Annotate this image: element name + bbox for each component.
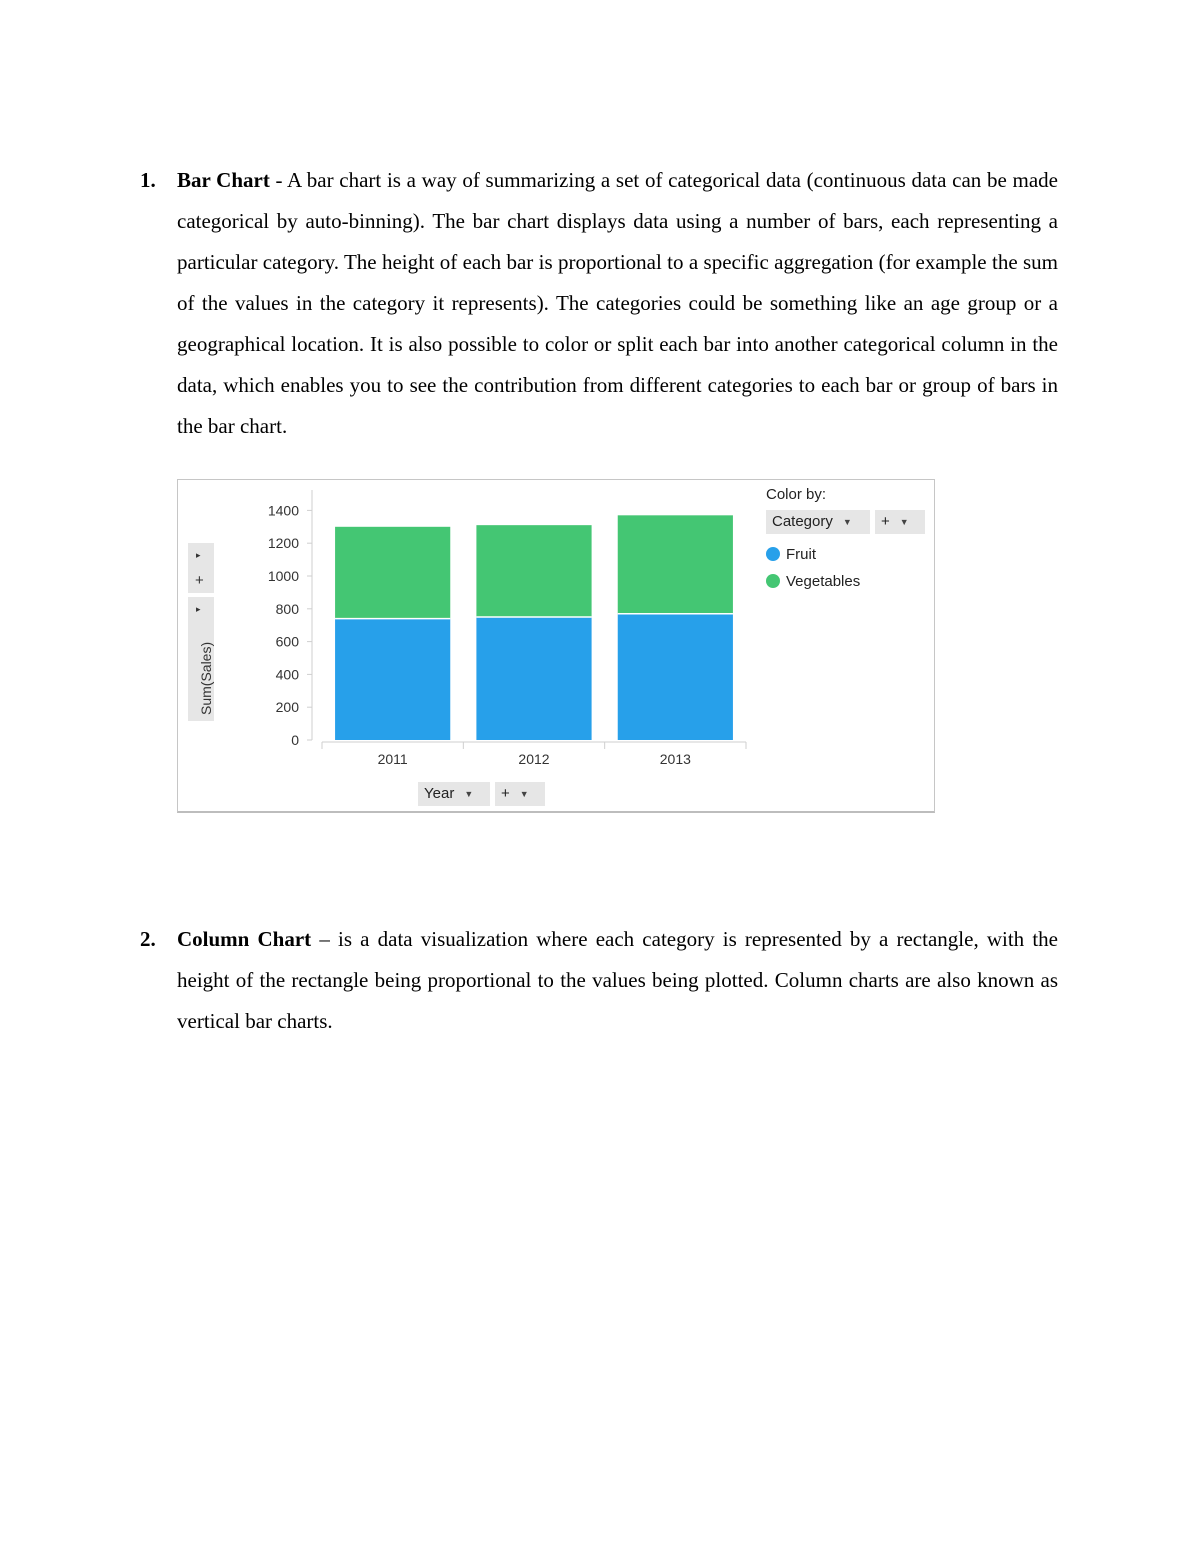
y-axis-label: Sum(Sales) bbox=[198, 641, 214, 715]
list-item-column-chart bbox=[140, 919, 1058, 1042]
item-number: 2. bbox=[140, 927, 156, 951]
expand-icon[interactable]: ▸ bbox=[196, 550, 201, 560]
expand-icon[interactable]: ▸ bbox=[196, 604, 201, 614]
y-axis-selector-panel bbox=[188, 543, 214, 721]
y-tick-label: 1400 bbox=[267, 502, 299, 519]
plus-icon: + bbox=[881, 513, 890, 530]
y-tick-label: 600 bbox=[275, 633, 299, 650]
chevron-down-icon[interactable]: ▼ bbox=[842, 517, 852, 528]
color-by-title: Color by: bbox=[766, 486, 827, 503]
bar-chart-figure bbox=[177, 479, 935, 813]
item-term: Bar Chart bbox=[177, 168, 270, 192]
legend-label: Fruit bbox=[786, 546, 816, 563]
bar-fruit-2011 bbox=[335, 619, 450, 740]
legend-item-fruit[interactable] bbox=[766, 546, 816, 564]
y-axis-measure-selector[interactable] bbox=[188, 597, 214, 721]
chevron-down-icon[interactable]: ▼ bbox=[519, 789, 529, 800]
legend-swatch bbox=[766, 547, 780, 561]
legend-swatch bbox=[766, 574, 780, 588]
plus-icon: + bbox=[501, 785, 510, 802]
x-axis-selector[interactable] bbox=[418, 782, 490, 806]
chevron-down-icon[interactable]: ▼ bbox=[899, 517, 909, 528]
bar-fruit-2012 bbox=[476, 617, 591, 740]
bar-vegetables-2011 bbox=[335, 527, 450, 619]
plus-icon[interactable]: + bbox=[195, 572, 204, 589]
bar-vegetables-2013 bbox=[618, 515, 733, 613]
color-by-selector[interactable] bbox=[766, 510, 870, 534]
list-item-bar-chart bbox=[140, 160, 1058, 447]
color-by-add-selector[interactable] bbox=[875, 510, 925, 534]
item-description: - A bar chart is a way of summarizing a set of categorical data (continuous data can be made categorical by auto-binning). The bar chart displays data using a number of bars, each representing a particular category. The height of each bar is proportional to a specific aggregation (for example the sum of the values in the category it represents). The categories could be something like an age group or a geographical location. It is also possible to color or split each bar into another categorical column in the data, which enables you to see the contribution from different categories to each bar or group of bars in the bar chart. bbox=[177, 168, 1058, 438]
item-description: – is a data visualization where each category is represented by a rectangle, with the height of the rectangle being proportional to the values being plotted. Column charts are also known as vertical bar charts. bbox=[177, 927, 1058, 1033]
legend-item-vegetables[interactable] bbox=[766, 573, 860, 591]
legend-label: Vegetables bbox=[786, 573, 861, 590]
bar-fruit-2013 bbox=[618, 614, 733, 740]
item-paragraph bbox=[177, 160, 1058, 447]
y-tick-label: 800 bbox=[275, 600, 299, 617]
bar-vegetables-2012 bbox=[476, 525, 591, 617]
y-axis-add-selector[interactable] bbox=[188, 543, 214, 593]
x-axis-value: Year bbox=[424, 785, 455, 802]
color-by-value: Category bbox=[772, 513, 833, 530]
y-tick-label: 400 bbox=[275, 666, 299, 683]
y-tick-label: 0 bbox=[291, 732, 299, 748]
item-number: 1. bbox=[140, 168, 156, 192]
x-tick-label: 2011 bbox=[377, 751, 408, 767]
x-axis-add-selector[interactable] bbox=[495, 782, 545, 806]
y-tick-label: 1000 bbox=[267, 568, 299, 584]
y-tick-label: 1200 bbox=[267, 535, 299, 552]
chevron-down-icon[interactable]: ▼ bbox=[464, 789, 474, 800]
x-tick-label: 2013 bbox=[659, 751, 691, 767]
x-tick-label: 2012 bbox=[518, 751, 550, 767]
y-tick-label: 200 bbox=[275, 699, 299, 716]
item-term: Column Chart bbox=[177, 927, 312, 951]
item-paragraph bbox=[177, 919, 1058, 1042]
